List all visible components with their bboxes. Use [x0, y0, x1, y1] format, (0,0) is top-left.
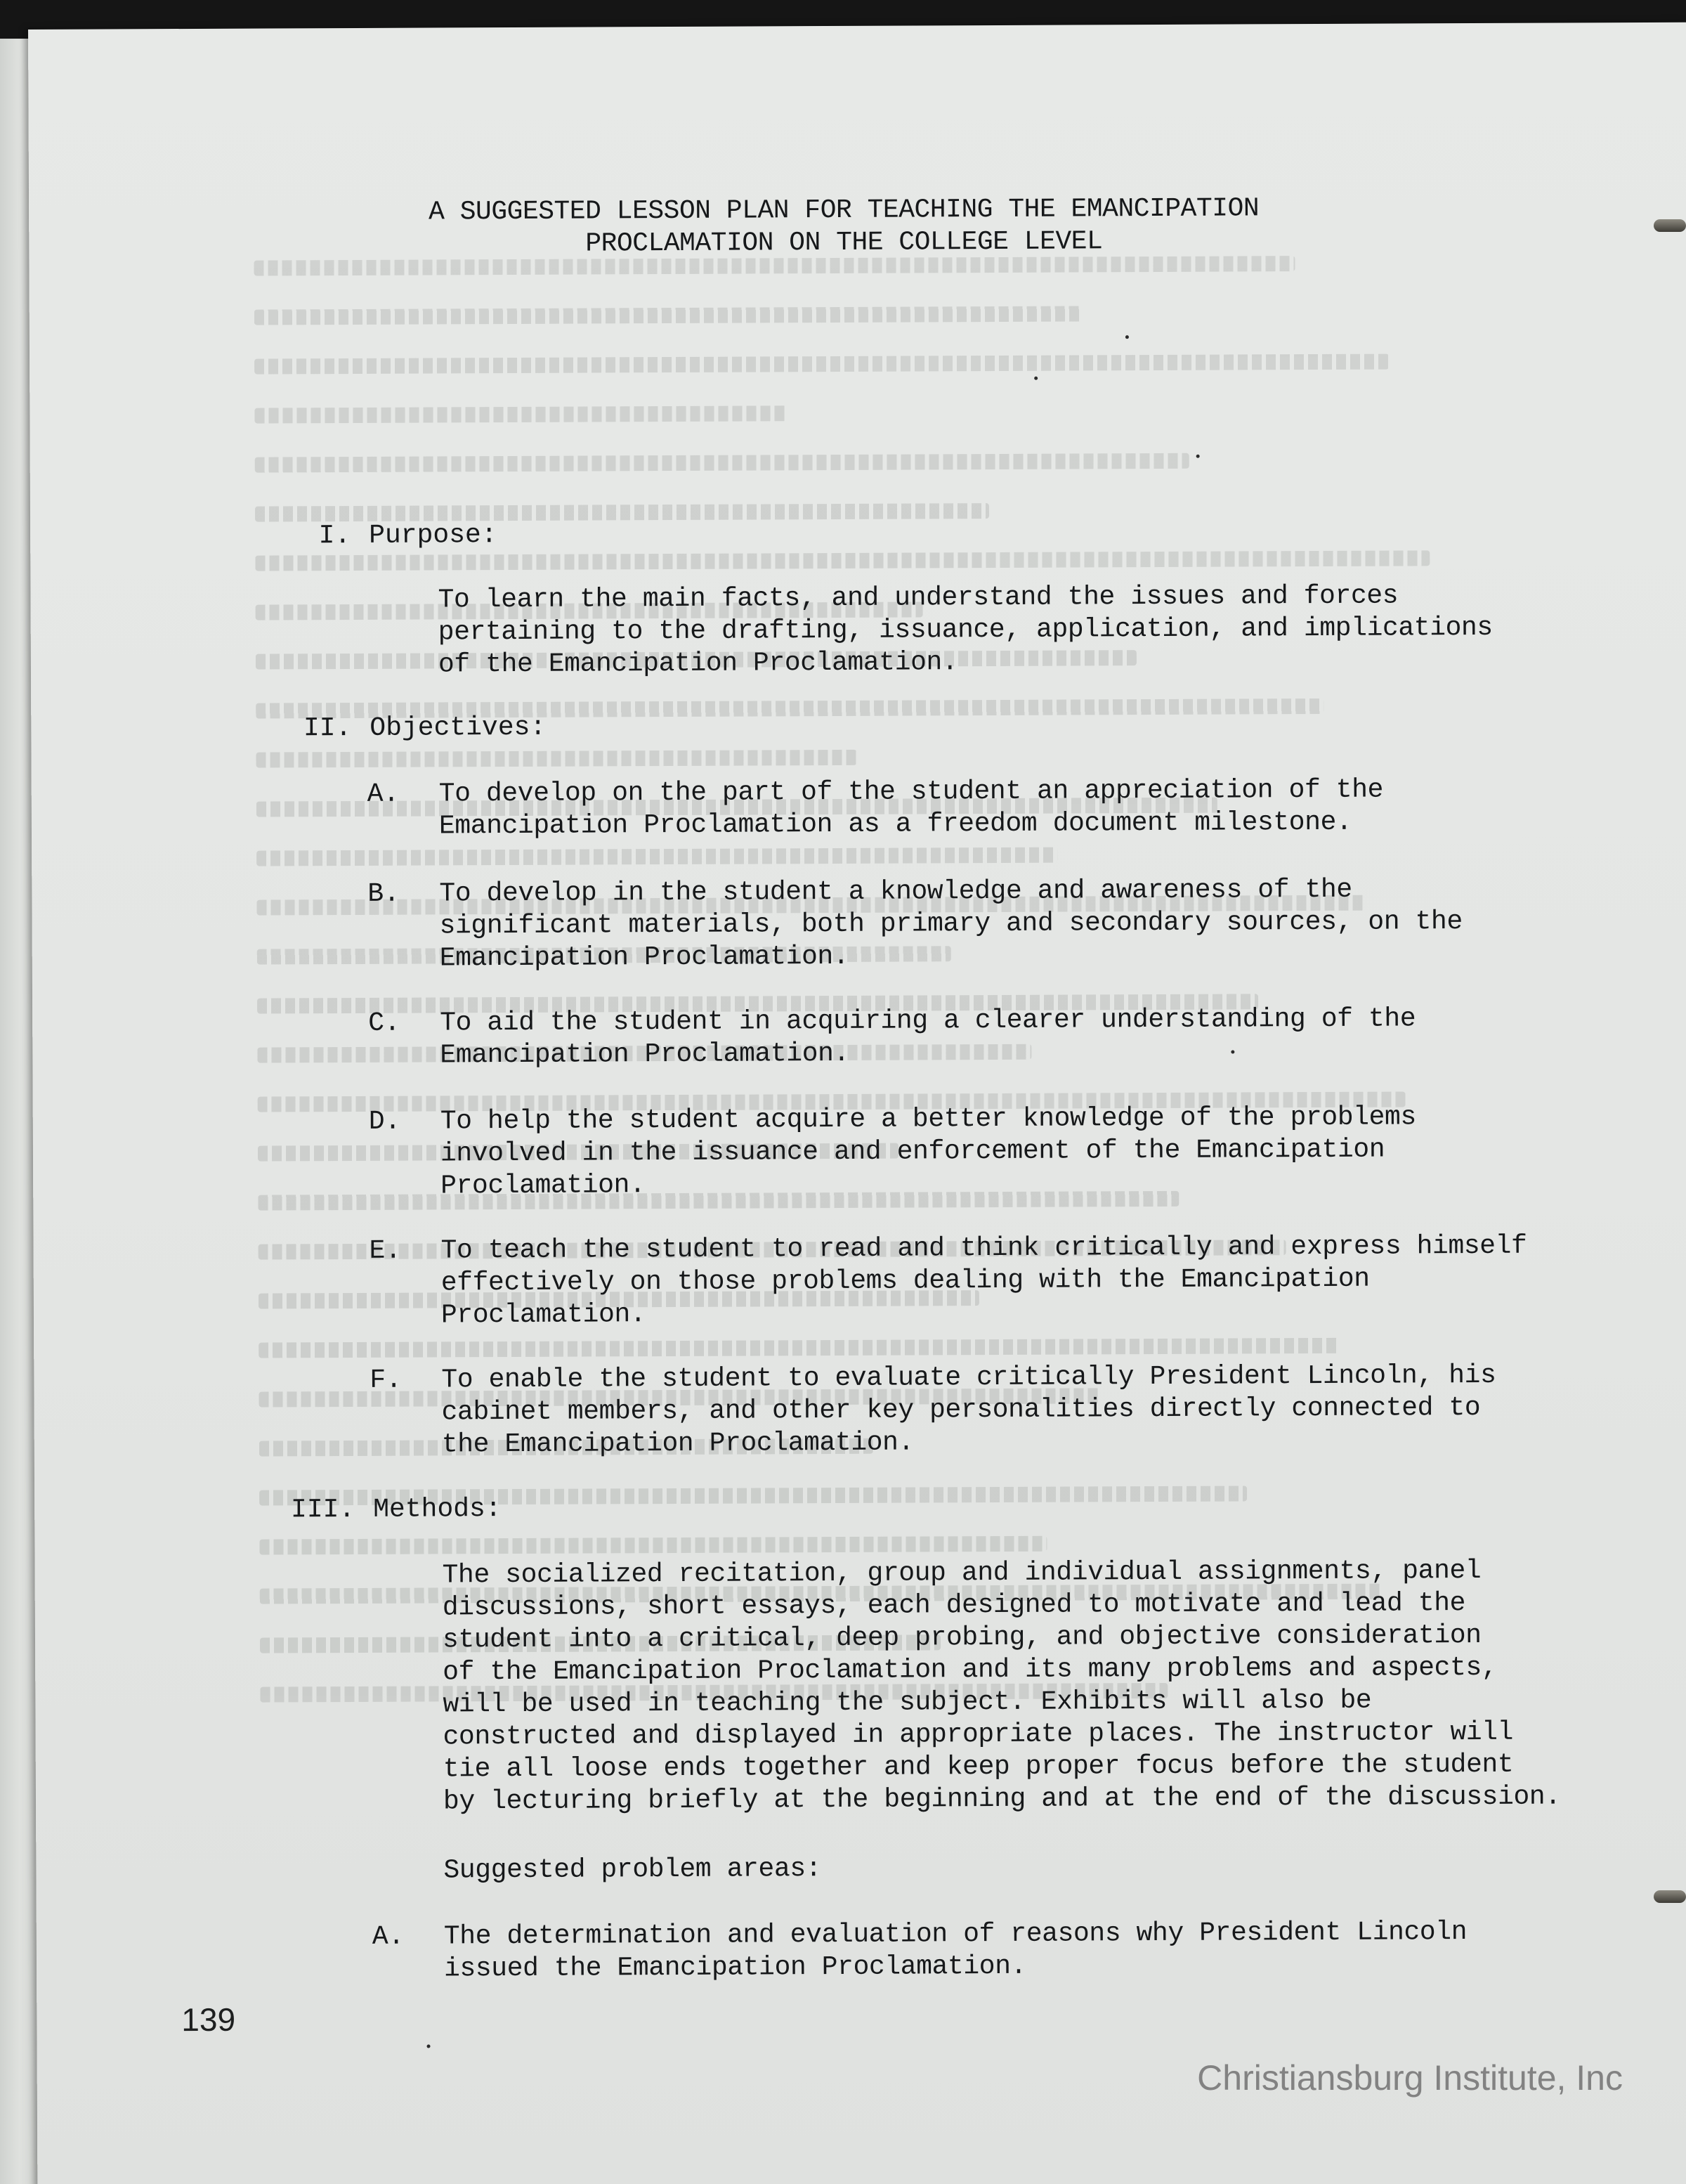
objective-text-e: To teach the student to read and think critically and express himself effectively on those problems dealing with the Emancipation Proclamation.	[440, 1230, 1527, 1331]
paper-speck	[427, 2045, 431, 2048]
objective-text-c: To aid the student in acquiring a clearer understanding of the Emancipation Proclamation.	[440, 1003, 1416, 1071]
objective-letter-e: E.	[369, 1235, 402, 1266]
paper-speck	[1231, 1051, 1234, 1054]
document-text	[28, 22, 1686, 2184]
binder-clip-icon	[1654, 1890, 1686, 1903]
purpose-paragraph: To learn the main facts, and understand the issues and forces pertaining to the drafting, issuance, application, and implications of the Emancipation Proclamation.	[438, 580, 1493, 680]
section-numeral-objectives: II.	[303, 713, 352, 744]
section-numeral-purpose: I.	[318, 521, 351, 552]
page-number: 139	[181, 2001, 236, 2039]
document-title-line-2: PROCLAMATION ON THE COLLEGE LEVEL	[585, 226, 1103, 259]
section-numeral-methods: III.	[290, 1494, 355, 1526]
objective-text-b: To develop in the student a knowledge and awareness of the significant materials, both primary and secondary sources, on the Emancipation Proclamation.	[439, 874, 1463, 974]
objective-letter-d: D.	[368, 1106, 401, 1137]
watermark-text: Christiansburg Institute, Inc	[1197, 2058, 1623, 2098]
objective-text-d: To help the student acquire a better knowledge of the problems involved in the issuance and enforcement of the Emancipation Proclamation.	[440, 1102, 1416, 1202]
objective-letter-b: B.	[367, 878, 400, 909]
section-heading-objectives: Objectives:	[370, 712, 547, 743]
objective-text-f: To enable the student to evaluate critically President Lincoln, his cabinet members, and other key personalities directly connected to the Emancipation Proclamation.	[441, 1360, 1496, 1460]
objective-text-a: To develop on the part of the student an appreciation of the Emancipation Proclamation as a freedom document milestone.	[438, 774, 1384, 842]
objective-letter-f: F.	[370, 1365, 403, 1396]
problem-areas-subheading: Suggested problem areas:	[443, 1854, 822, 1886]
document-title-line-1: A SUGGESTED LESSON PLAN FOR TEACHING THE EMANCIPATION	[428, 193, 1260, 228]
objective-letter-c: C.	[368, 1008, 400, 1039]
section-heading-methods: Methods:	[373, 1494, 502, 1525]
problem-area-letter-a: A.	[372, 1921, 405, 1952]
paper-speck	[1196, 455, 1200, 458]
problem-area-text-a: The determination and evaluation of reasons why President Lincoln issued the Emancipation Proclamation.	[443, 1917, 1468, 1984]
section-heading-purpose: Purpose:	[369, 520, 497, 551]
paper-speck	[1125, 335, 1129, 339]
document-page	[28, 22, 1686, 2184]
objective-letter-a: A.	[367, 779, 400, 810]
binder-clip-icon	[1654, 219, 1686, 232]
methods-paragraph: The socialized recitation, group and individual assignments, panel discussions, short essays, each designed to motivate and lead the student into a critical, deep probing, and objective consideration of the Emancipation Proclamation and its many problems and aspects, will be used in teaching the subject. Exhibits will also be constructed and displayed in appropriate places. The instructor will tie all loose ends together and keep proper focus before the student by lecturing briefly at the beginning and at the end of the discussion.	[442, 1555, 1561, 1817]
paper-speck	[1034, 377, 1038, 380]
